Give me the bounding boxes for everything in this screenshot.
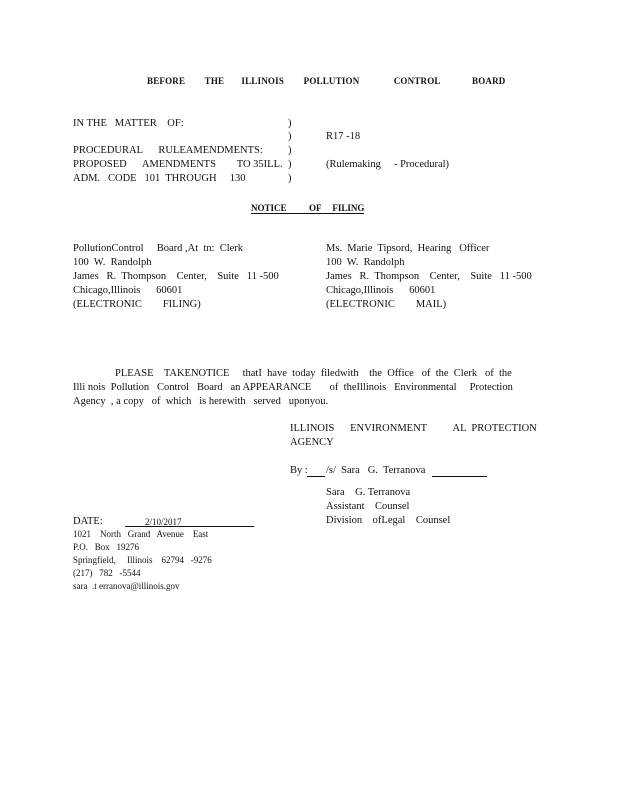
notice-title-underline bbox=[251, 213, 364, 214]
rulemaking-type: (Rulemaking - Procedural) bbox=[326, 159, 450, 170]
address-left-line: PollutionControl Board ,At tn: Clerk bbox=[73, 243, 244, 254]
contact-line: P.O. Box 19276 bbox=[73, 542, 140, 552]
contact-line: Springfield, Illinois 62794 -9276 bbox=[73, 555, 212, 565]
signature-underline-right bbox=[432, 476, 487, 477]
caption-paren: ) bbox=[288, 159, 292, 170]
address-left-line: 100 W. Randolph bbox=[73, 257, 152, 268]
address-right-line: Chicago,Illinois 60601 bbox=[326, 285, 436, 296]
caption-line-5: ADM. CODE 101 THROUGH 130 bbox=[73, 173, 246, 184]
address-right-line: Ms. Marie Tipsord, Hearing Officer bbox=[326, 243, 490, 254]
signer-division: Division ofLegal Counsel bbox=[326, 515, 451, 526]
caption-line-1: IN THE MATTER OF: bbox=[73, 118, 184, 129]
address-left-line: James R. Thompson Center, Suite 11 -500 bbox=[73, 271, 279, 282]
address-left-line: (ELECTRONIC FILING) bbox=[73, 299, 201, 310]
contact-email: sara .t erranova@illinois.gov bbox=[73, 581, 180, 591]
caption-paren: ) bbox=[288, 118, 292, 129]
board-heading: BEFORE THE ILLINOIS POLLUTION CONTROL BOARD bbox=[147, 76, 506, 86]
caption-line-3: PROCEDURAL RULEAMENDMENTS: bbox=[73, 145, 263, 156]
address-right-line: (ELECTRONIC MAIL) bbox=[326, 299, 447, 310]
date-label: DATE: bbox=[73, 516, 103, 527]
body-paragraph-line: Agency , a copy of which is herewith served uponyou. bbox=[73, 396, 329, 407]
signer-title: Assistant Counsel bbox=[326, 501, 410, 512]
agency-name-line: ILLINOIS ENVIRONMENT AL PROTECTION bbox=[290, 423, 537, 434]
agency-name-line: AGENCY bbox=[290, 437, 334, 448]
notice-of-filing-title: NOTICE OF FILING bbox=[251, 203, 365, 213]
electronic-signature: /s/ Sara G. Terranova bbox=[326, 465, 426, 476]
caption-paren: ) bbox=[288, 173, 292, 184]
date-value: 2/10/2017 bbox=[145, 517, 182, 527]
signature-underline-left bbox=[307, 476, 325, 477]
signer-name: Sara G. Terranova bbox=[326, 487, 411, 498]
caption-line-4: PROPOSED AMENDMENTS TO 35ILL. bbox=[73, 159, 283, 170]
caption-paren: ) bbox=[288, 131, 292, 142]
by-label: By : bbox=[290, 465, 308, 476]
caption-paren: ) bbox=[288, 145, 292, 156]
date-underline bbox=[125, 526, 254, 527]
body-paragraph-line: Illi nois Pollution Control Board an APPEARANCE of theIllinois Environmental Protection bbox=[73, 382, 513, 393]
contact-line: 1021 North Grand Avenue East bbox=[73, 529, 209, 539]
address-left-line: Chicago,Illinois 60601 bbox=[73, 285, 183, 296]
body-paragraph-line: PLEASE TAKENOTICE thatI have today filedwith the Office of the Clerk of the bbox=[73, 368, 512, 379]
address-right-line: 100 W. Randolph bbox=[326, 257, 405, 268]
contact-line: (217) 782 -5544 bbox=[73, 568, 141, 578]
docket-number: R17 -18 bbox=[326, 131, 361, 142]
address-right-line: James R. Thompson Center, Suite 11 -500 bbox=[326, 271, 532, 282]
